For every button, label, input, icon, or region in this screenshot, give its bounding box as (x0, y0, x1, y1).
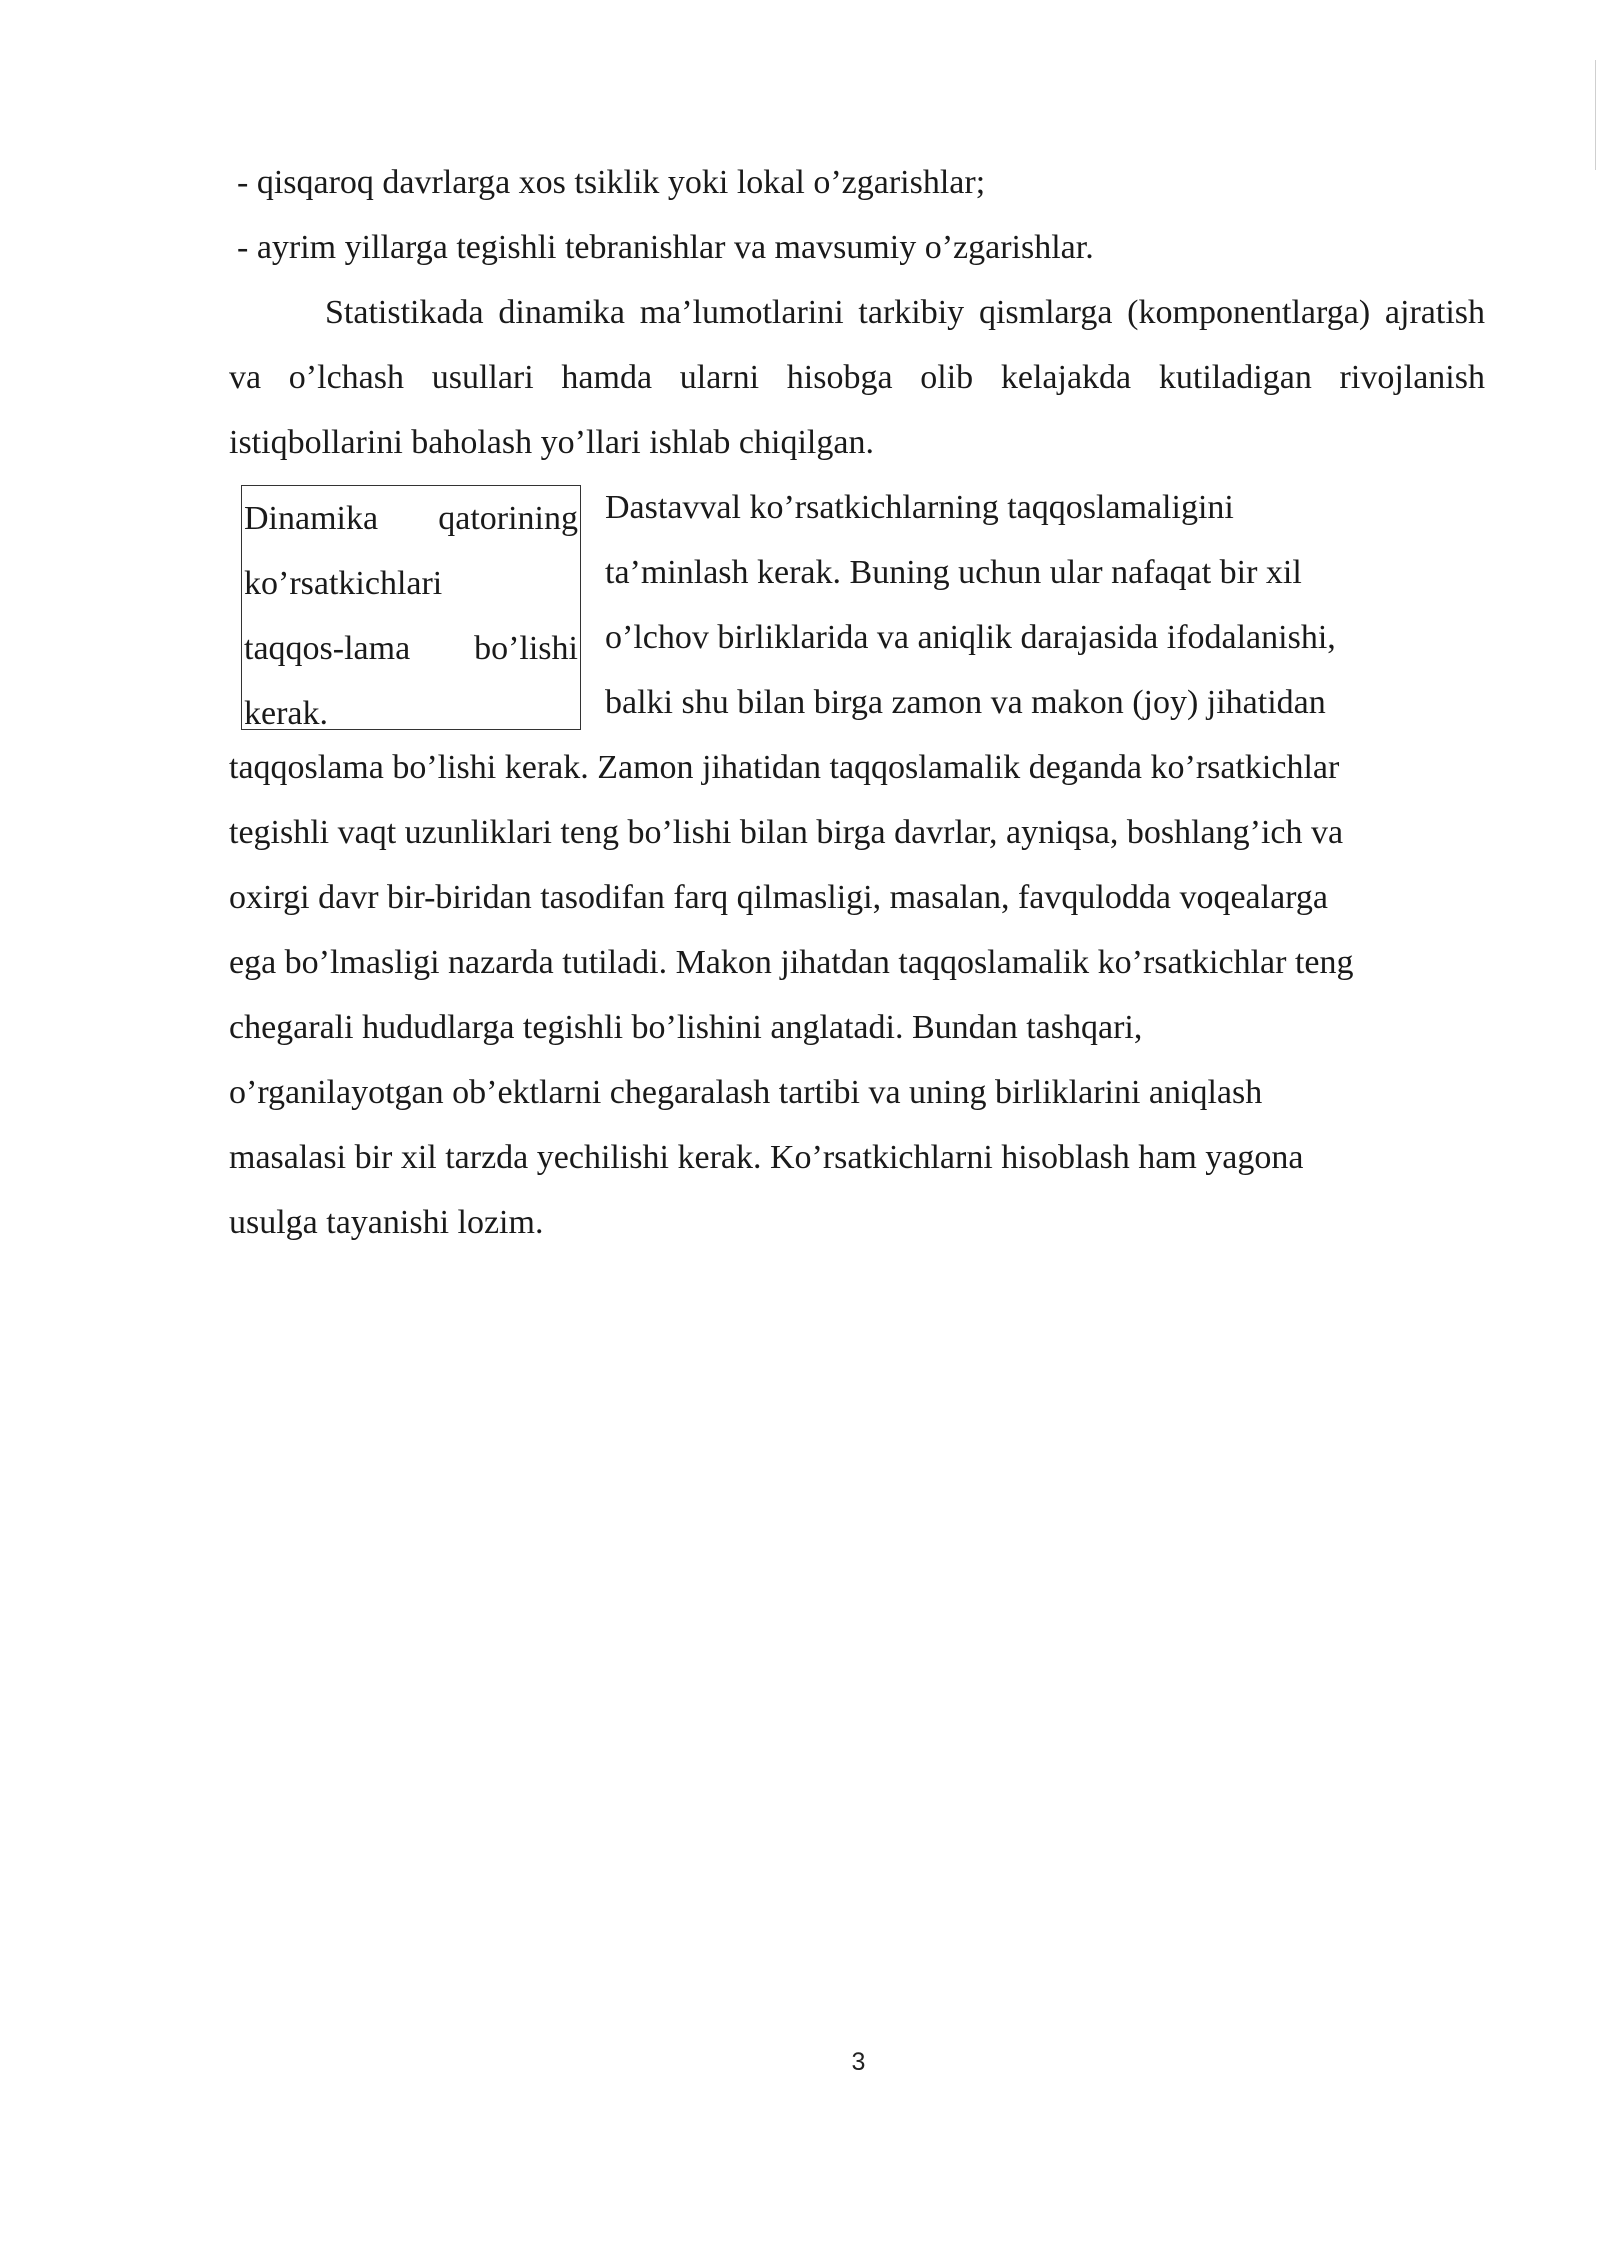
paragraph-line: oxirgi davr bir-biridan tasodifan farq qilmasligi, masalan, favqulodda voqealarga (229, 879, 1328, 916)
bullet-item: - qisqaroq davrlarga xos tsiklik yoki lokal o’zgarishlar; (237, 164, 986, 201)
page-number: 3 (851, 2048, 866, 2076)
paragraph-line: usulga tayanishi lozim. (229, 1204, 544, 1241)
paragraph-line: chegarali hududlarga tegishli bo’lishini anglatadi. Bundan tashqari, (229, 1009, 1143, 1046)
paragraph-line: taqqoslama bo’lishi kerak. Zamon jihatidan taqqoslamalik deganda ko’rsatkichlar (229, 749, 1340, 786)
paragraph-line: o’lchov birliklarida va aniqlik darajasida ifodalanishi, (605, 619, 1336, 656)
margin-note-word: Dinamika (244, 500, 379, 537)
paragraph: Statistikada dinamika ma’lumotlarini tarkibiy qismlarga (komponentlarga) ajratish va o’lchash usullari hamda ularni hisobga olib kelajakda kutiladigan rivojlanish istiqbollarini baholash yo’llari ishlab chiqilgan. (229, 294, 1485, 461)
margin-note-line (244, 616, 580, 681)
paragraph-continuation (229, 735, 1485, 1255)
paragraph-line: o’rganilayotgan ob’ektlarni chegaralash tartibi va uning birliklarini aniqlash (229, 1074, 1263, 1111)
margin-note-word: taqqos-lama (244, 630, 411, 667)
paragraph-line: balki shu bilan birga zamon va makon (joy) jihatidan (605, 684, 1326, 721)
paragraph-line: Dastavval ko’rsatkichlarning taqqoslamaligini (605, 489, 1234, 526)
margin-note-line: ko’rsatkichlari (244, 565, 443, 602)
margin-note-line (244, 486, 580, 551)
margin-note-box (241, 485, 581, 730)
paragraph-line: ega bo’lmasligi nazarda tutiladi. Makon jihatdan taqqoslamalik ko’rsatkichlar teng (229, 944, 1354, 981)
document-body (229, 150, 1485, 1255)
paragraph-line: tegishli vaqt uzunliklari teng bo’lishi bilan birga davrlar, ayniqsa, boshlang’ich va (229, 814, 1344, 851)
paragraph-line: masalasi bir xil tarzda yechilishi kerak. Ko’rsatkichlarni hisoblash ham yagona (229, 1139, 1304, 1176)
bullet-item: - ayrim yillarga tegishli tebranishlar va mavsumiy o’zgarishlar. (237, 229, 1094, 266)
margin-note-line: kerak. (244, 695, 329, 732)
margin-note-word: bo’lishi (474, 630, 578, 667)
paragraph-line: ta’minlash kerak. Buning uchun ular nafaqat bir xil (605, 554, 1302, 591)
page-edge-line (1595, 60, 1596, 170)
margin-note-word: qatorining (438, 500, 578, 537)
